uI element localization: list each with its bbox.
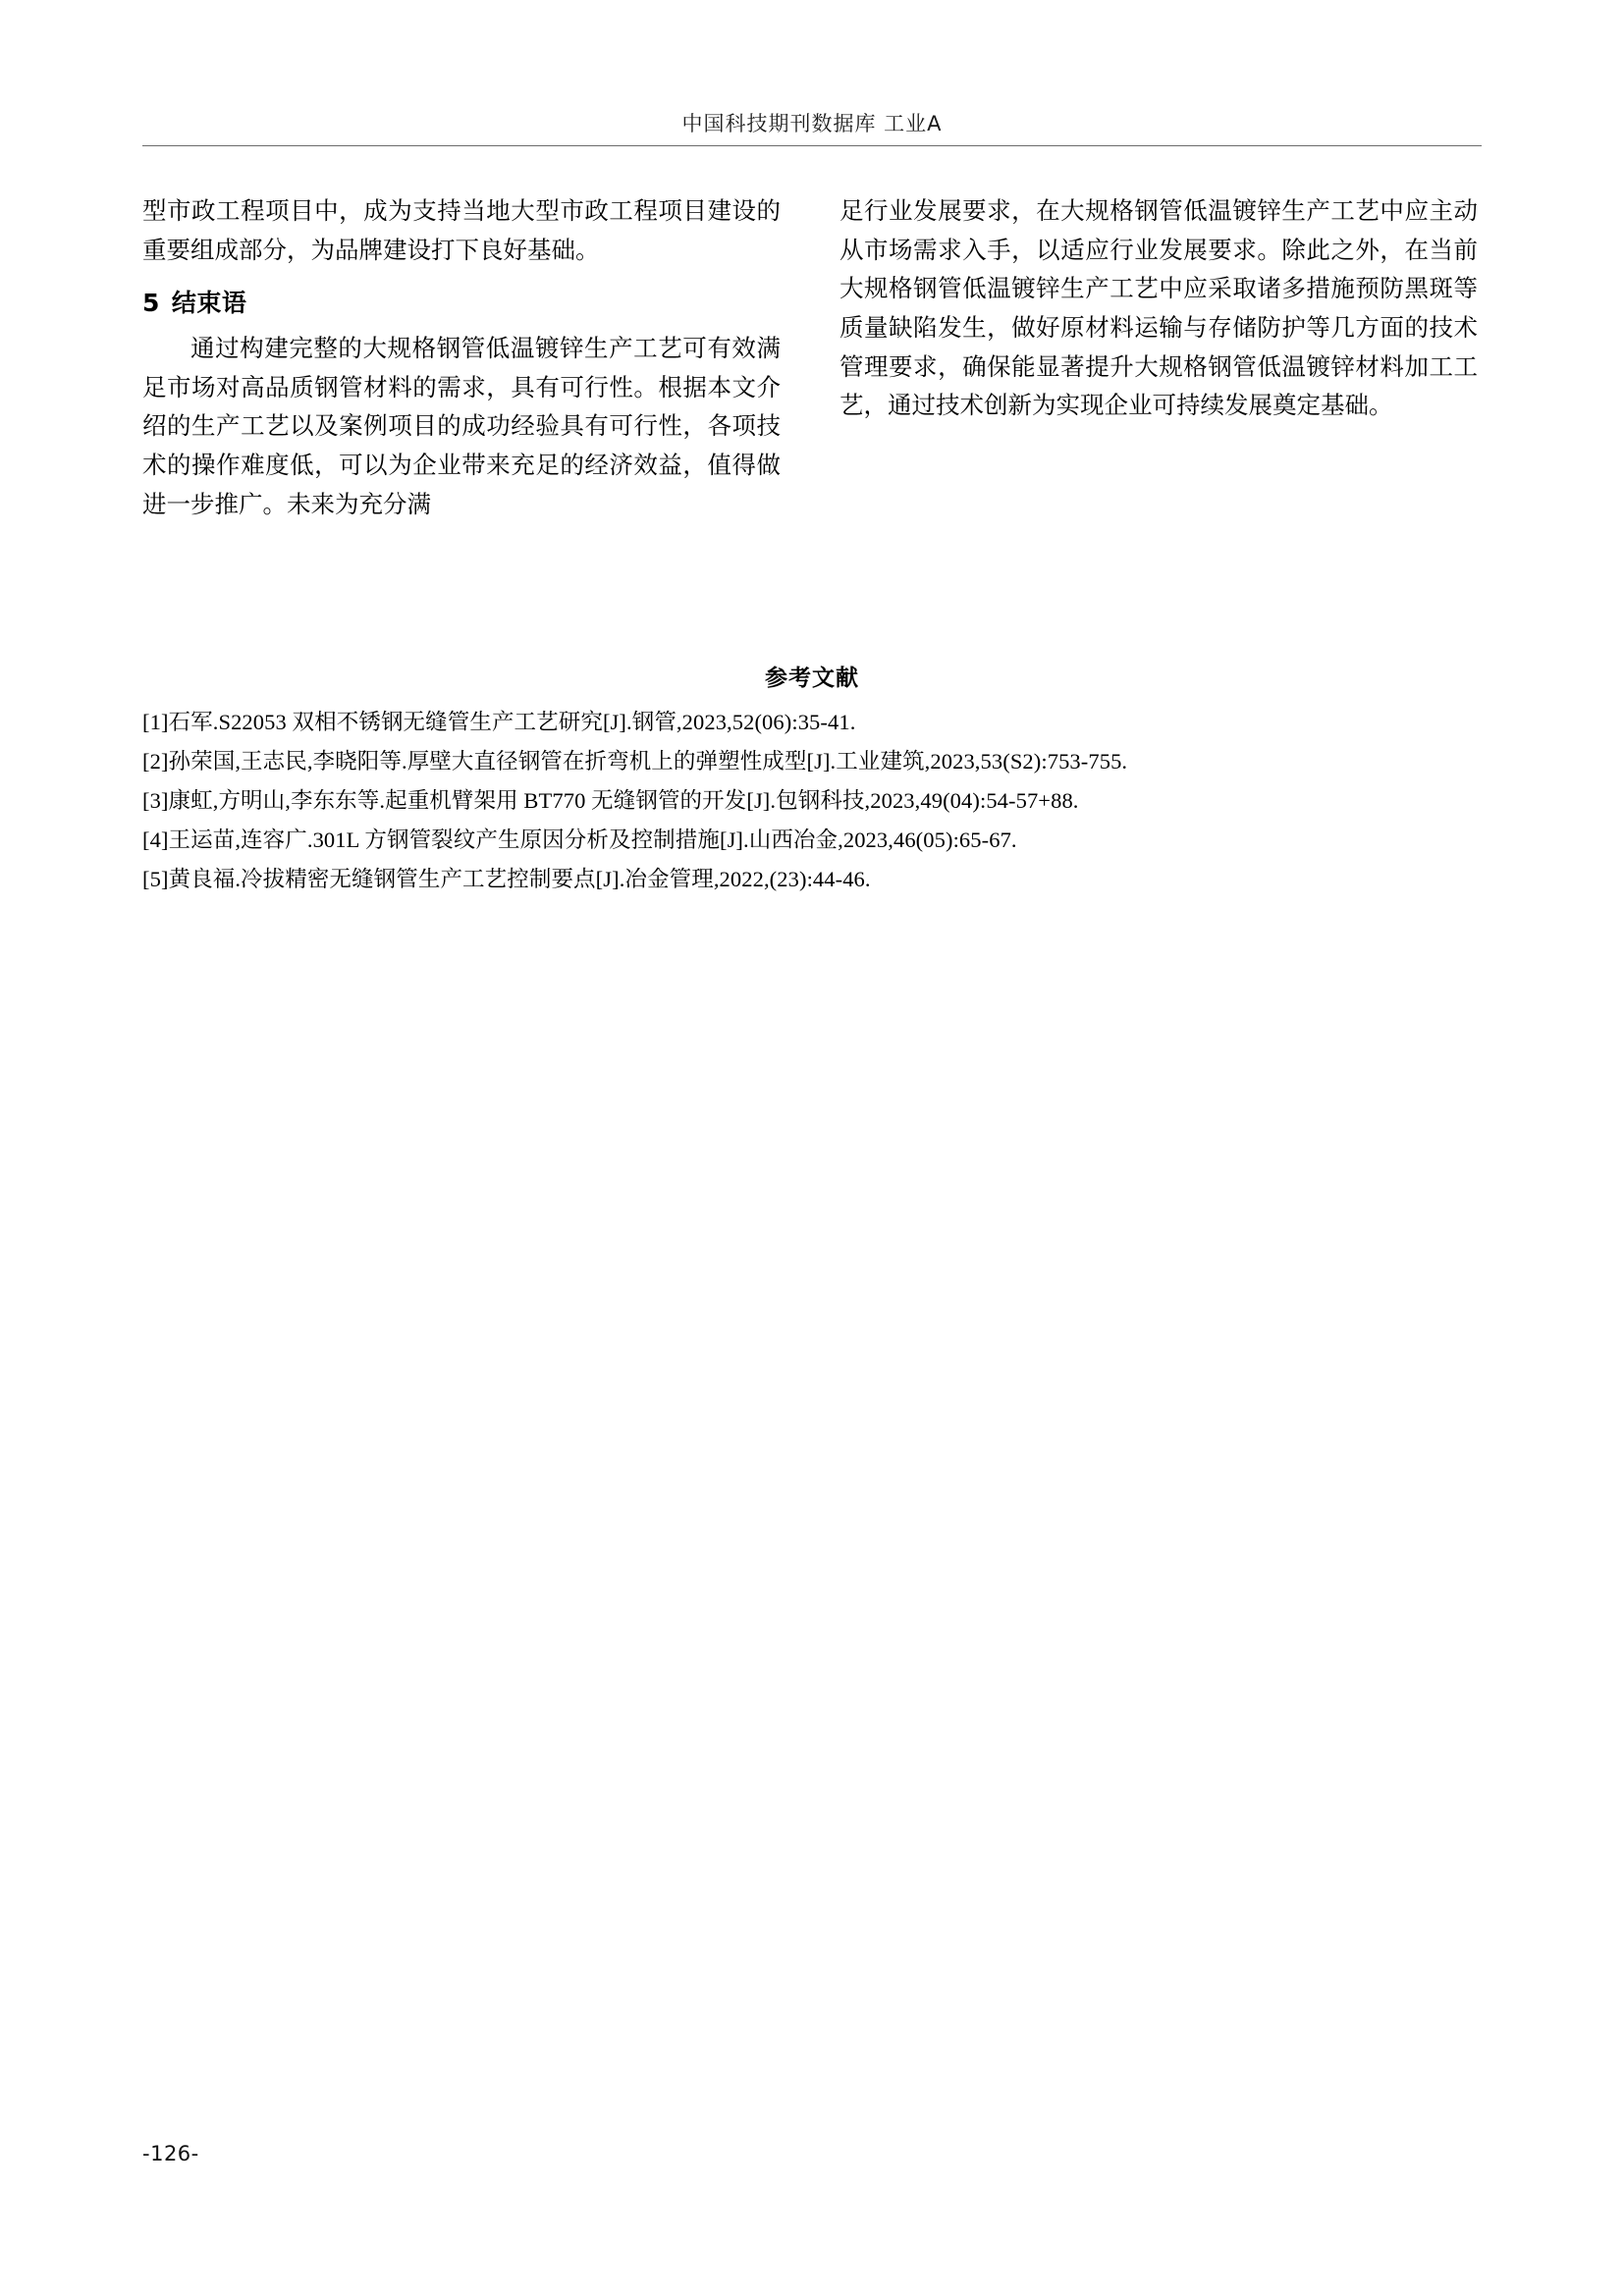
left-column [142, 192, 781, 524]
list-item: [5]黄良福.冷拔精密无缝钢管生产工艺控制要点[J].冶金管理,2022,(23):44-46. [142, 867, 871, 892]
list-item: [1]石军.S22053 双相不锈钢无缝管生产工艺研究[J].钢管,2023,52(06):35-41. [142, 710, 856, 734]
left-continued-paragraph: 型市政工程项目中，成为支持当地大型市政工程项目建设的重要组成部分，为品牌建设打下良好基础。 [142, 198, 781, 264]
references-list [142, 703, 1488, 899]
page-number: -126- [142, 2142, 199, 2165]
references-heading: 参考文献 [765, 666, 859, 691]
page-header-title: 中国科技期刊数据库 工业A [681, 112, 943, 135]
section-title-text: 结束语 [171, 289, 247, 318]
section-heading [142, 284, 781, 324]
section-number: 5 [142, 289, 160, 318]
right-column [839, 192, 1478, 426]
list-item: [2]孙荣国,王志民,李晓阳等.厚壁大直径钢管在折弯机上的弹塑性成型[J].工业建筑,2023,53(S2):753-755. [142, 749, 1128, 774]
list-item: [3]康虹,方明山,李东东等.起重机臂架用 BT770 无缝钢管的开发[J].包钢科技,2023,49(04):54-57+88. [142, 788, 1079, 814]
left-body-paragraph: 通过构建完整的大规格钢管低温镀锌生产工艺可有效满足市场对高品质钢管材料的需求，具有可行性。根据本文介绍的生产工艺以及案例项目的成功经验具有可行性，各项技术的操作难度低，可以为企业带来充足的经济效益，值得做进一步推广。未来为充分满 [142, 335, 781, 518]
right-body-paragraph: 足行业发展要求，在大规格钢管低温镀锌生产工艺中应主动从市场需求入手，以适应行业发展要求。除此之外，在当前大规格钢管低温镀锌生产工艺中应采取诸多措施预防黑斑等质量缺陷发生，做好原材料运输与存储防护等几方面的技术管理要求，确保能显著提升大规格钢管低温镀锌材料加工工艺，通过技术创新为实现企业可持续发展奠定基础。 [839, 198, 1478, 420]
list-item: [4]王运苗,连容广.301L 方钢管裂纹产生原因分析及控制措施[J].山西冶金,2023,46(05):65-67. [142, 828, 1017, 853]
header-divider [142, 145, 1482, 146]
